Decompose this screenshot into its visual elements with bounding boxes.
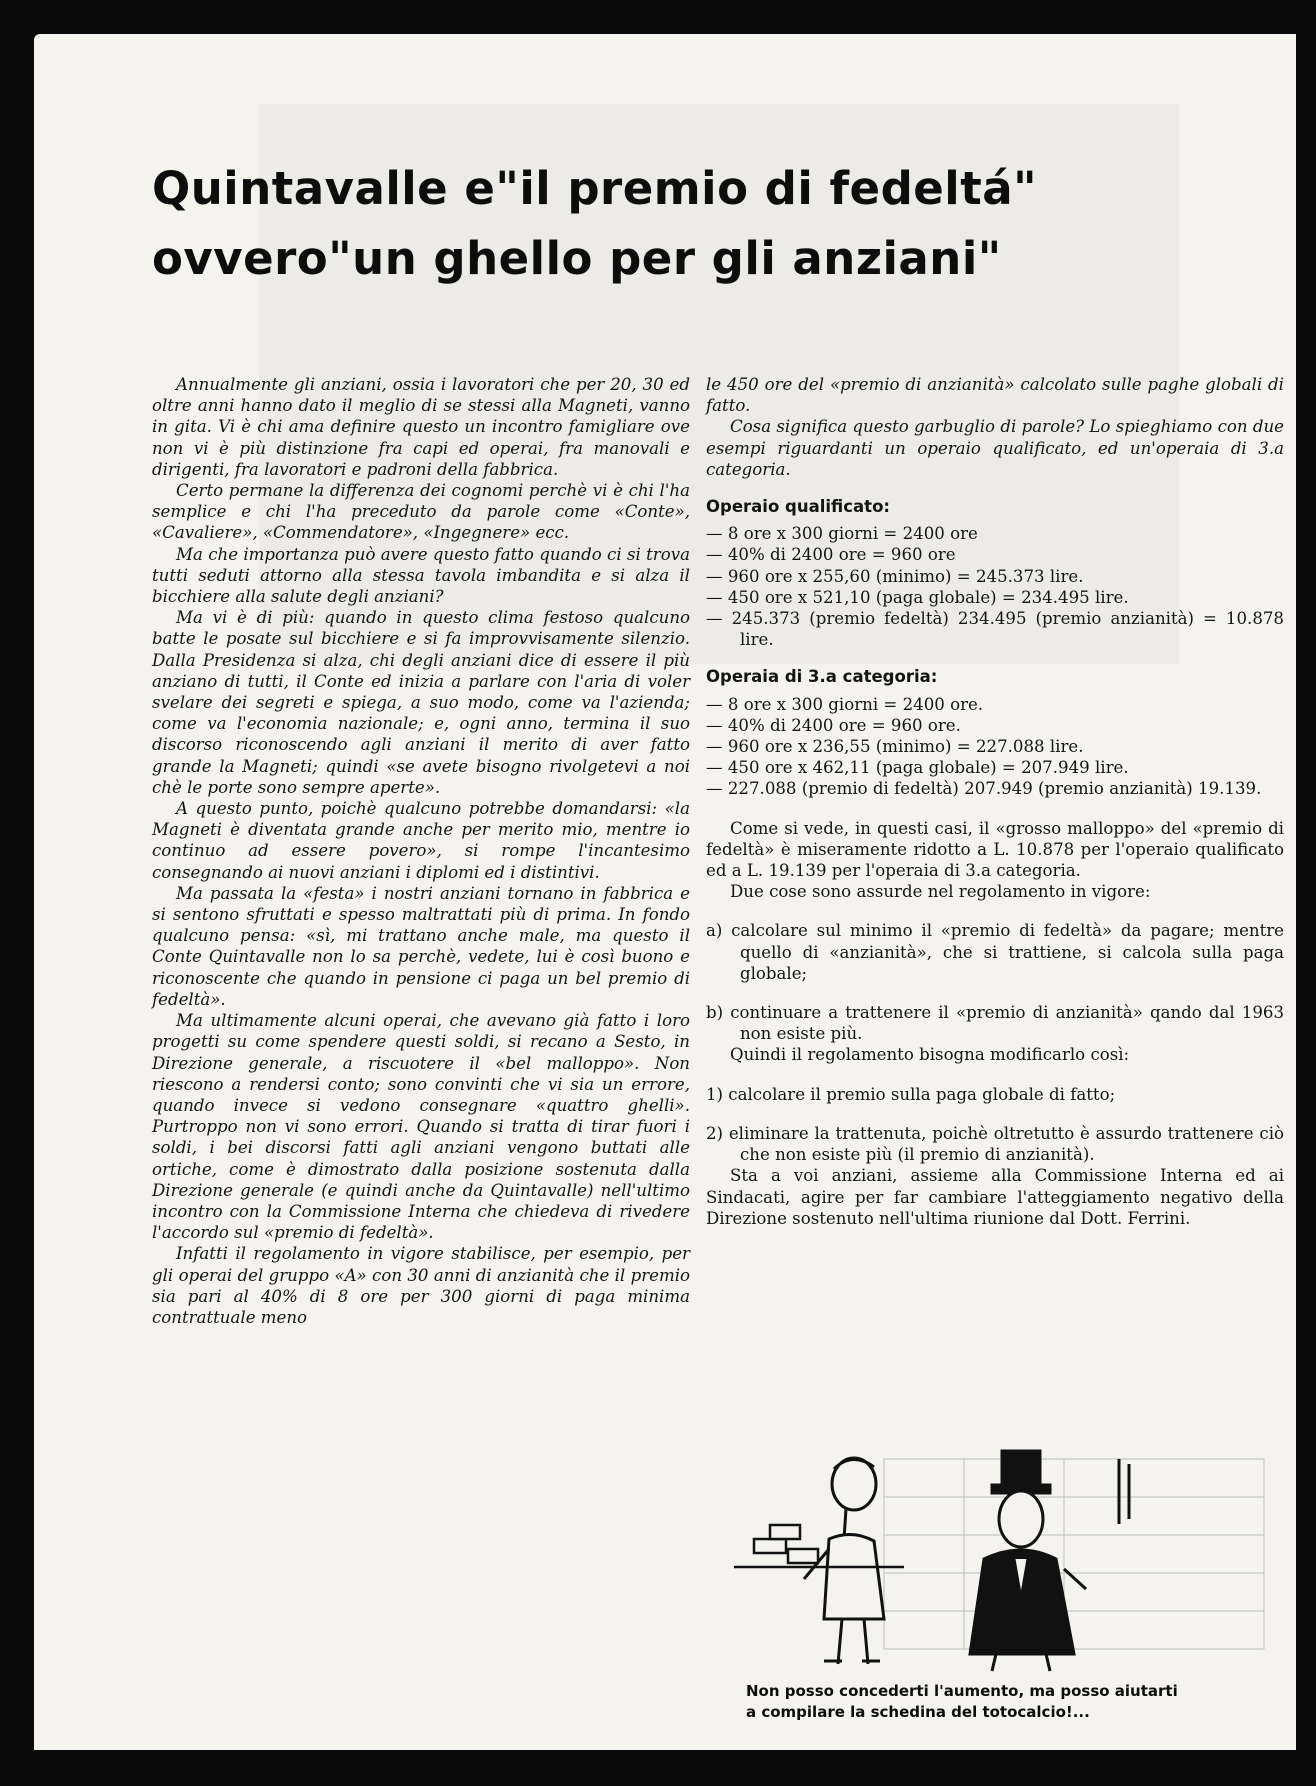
calculation-list-qualificato [706, 523, 1284, 650]
paragraph: Annualmente gli anziani, ossia i lavoratori che per 20, 30 ed oltre anni hanno dato il meglio di se stessi alla Magneti, vanno in gita. Vi è chi ama definire questo un incontro famigliare ove non vi è più distinzione fra capi ed operai, fra manovali e dirigenti, fra lavoratori e padroni della fabbrica. [152, 375, 690, 479]
calculation-line: — 40% di 2400 ore = 960 ore. [706, 715, 961, 735]
calculation-line: — 450 ore x 521,10 (paga globale) = 234.495 lire. [706, 587, 1129, 607]
example-heading-qualificato: Operaio qualificato: [706, 497, 891, 517]
calculation-list-operaia [706, 694, 1284, 800]
closing-paragraph: Sta a voi anziani, assieme alla Commissione Interna ed ai Sindacati, agire per far cambiare l'atteggiamento negativo della Direzione sostenuto nell'ultima riunione dal Dott. Ferrini. [706, 1166, 1284, 1228]
paragraph: Quindi il regolamento bisogna modificarlo così: [730, 1045, 1130, 1065]
caption-line-2: a compilare la schedina del totocalcio!... [746, 1703, 1090, 1721]
right-column [706, 374, 1284, 1229]
calculation-line: — 8 ore x 300 giorni = 2400 ore [706, 524, 978, 544]
title-line-2: ovvero"un ghello per gli anziani" [152, 232, 1002, 285]
article-title [152, 154, 1242, 294]
calculation-line: — 40% di 2400 ore = 960 ore [706, 545, 956, 565]
list-point-a: a) calcolare sul minimo il «premio di fedeltà» da pagare; mentre quello di «anzianità», che si trattiene, si calcola sulla paga globale; [706, 921, 1284, 983]
example-heading-operaia: Operaia di 3.a categoria: [706, 667, 938, 687]
paragraph: Cosa significa questo garbuglio di parole? Lo spieghiamo con due esempi riguardanti un operaio qualificato, ed un'operaia di 3.a categoria. [706, 417, 1284, 479]
boss-figure [970, 1451, 1086, 1671]
calculation-line: — 450 ore x 462,11 (paga globale) = 207.949 lire. [706, 758, 1129, 778]
calculation-line: — 245.373 (premio fedeltà) 234.495 (premio anzianità) = 10.878 lire. [706, 609, 1284, 650]
paragraph: Ma vi è di più: quando in questo clima festoso qualcuno batte le posate sul bicchiere e si fa improvvisamente silenzio. Dalla Presidenza si alza, chi degli anziani dice di essere il più anziano di tutti, il Conte ed inizia a parlare con l'aria di voler svelare dei segreti e spiega, a suo modo, come va l'azienda; come va l'economia nazionale; e, ogni anno, termina il suo discorso riconoscendo agli anziani il merito di aver fatto grande la Magneti; quindi «se avete bisogno rivolgetevi a noi chè le porte sono sempre aperte». [152, 608, 690, 797]
caption-line-1: Non posso concederti l'aumento, ma posso aiutarti [746, 1682, 1178, 1700]
list-point-2: 2) eliminare la trattenuta, poichè oltretutto è assurdo trattenere ciò che non esiste più (il premio di anzianità). [706, 1123, 1284, 1165]
paragraph: Certo permane la differenza dei cognomi perchè vi è chi l'ha semplice e chi l'ha preceduto da parole come «Conte», «Cavaliere», «Commendatore», «Ingegnere» ecc. [152, 481, 690, 543]
calculation-line: — 8 ore x 300 giorni = 2400 ore. [706, 694, 984, 714]
paragraph: Ma passata la «festa» i nostri anziani tornano in fabbrica e si sentono sfruttati e spesso maltrattati più di prima. In fondo qualcuno pensa: «sì, mi trattano anche male, ma questo il Conte Quintavalle non lo sa perchè, vedete, lui è così buono e riconoscente che quando in pensione ci paga un bel premio di fedeltà». [152, 883, 690, 1009]
paragraph: Come si vede, in questi casi, il «grosso malloppo» del «premio di fedeltà» è miseramente ridotto a L. 10.878 per l'operaio qualificato ed a L. 19.139 per l'operaia di 3.a categoria. [706, 818, 1284, 881]
paragraph: Ma che importanza può avere questo fatto quando ci si trova tutti seduti attorno alla stessa tavola imbandita e si alza il bicchiere alla salute degli anziani? [152, 544, 690, 607]
paragraph: A questo punto, poichè qualcuno potrebbe domandarsi: «la Magneti è diventata grande anche per merito mio, mentre io continuo ad essere povero», si rompe l'incantesimo consegnando ai nuovi anziani i diplomi ed i distintivi. [152, 799, 690, 882]
calculation-line: — 960 ore x 255,60 (minimo) = 245.373 lire. [706, 566, 1084, 586]
calculation-line: — 960 ore x 236,55 (minimo) = 227.088 lire. [706, 737, 1084, 757]
list-point-b: b) continuare a trattenere il «premio di anzianità» qando dal 1963 non esiste più. [706, 1003, 1284, 1044]
list-point-1: 1) calcolare il premio sulla paga globale di fatto; [706, 1084, 1116, 1104]
cartoon-illustration [734, 1449, 1274, 1679]
title-line-1: Quintavalle e"il premio di fedeltá" [152, 162, 1038, 215]
cartoon-caption [746, 1681, 1266, 1723]
calculation-line: — 227.088 (premio di fedeltà) 207.949 (premio anzianità) 19.139. [706, 779, 1262, 799]
paragraph: le 450 ore del «premio di anzianità» calcolato sulle paghe globali di fatto. [706, 375, 1284, 416]
paragraph: Infatti il regolamento in vigore stabilisce, per esempio, per gli operai del gruppo «A» con 30 anni di anzianità che il premio sia pari al 40% di 8 ore per 300 giorni di paga minima contrattuale meno [152, 1244, 690, 1327]
paragraph: Due cose sono assurde nel regolamento in vigore: [730, 882, 1151, 902]
paragraph: Ma ultimamente alcuni operai, che avevano già fatto i loro progetti su come spendere questi soldi, si recano a Sesto, in Direzione generale, a riscuotere il «bel malloppo». Non riescono a rendersi conto; sono convinti che vi sia un errore, quando invece si vedono consegnare «quattro ghelli». Purtroppo non vi sono errori. Quando si tratta di tirar fuori i soldi, i bei discorsi fatti agli anziani vengono buttati alle ortiche, come è dimostrato dalla posizione sostenuta dalla Direzione generale (e quindi anche da Quintavalle) nell'ultimo incontro con la Commissione Interna che chiedeva di rivedere l'accordo sul «premio di fedeltà». [152, 1011, 690, 1243]
left-column [152, 374, 690, 1328]
document-page [34, 34, 1296, 1750]
